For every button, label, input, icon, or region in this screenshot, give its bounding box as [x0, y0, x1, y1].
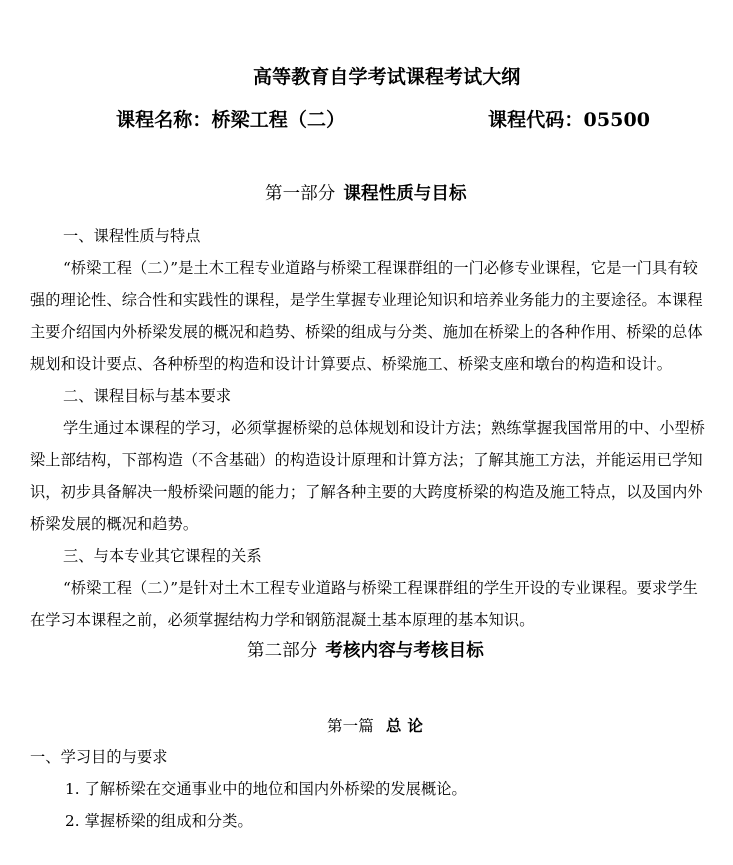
- chapter-heading: [327, 716, 429, 736]
- paragraph-line: 在学习本课程之前，必须掌握结构力学和钢筋混凝土基本原理的基本知识。: [30, 611, 535, 629]
- part1-heading: [265, 182, 467, 206]
- section3-heading: 三、与本专业其它课程的关系: [63, 547, 262, 565]
- document-title: 高等教育自学考试课程考试大纲: [253, 66, 521, 88]
- learning-heading: 一、学习目的与要求: [30, 748, 168, 766]
- paragraph-line: 主要介绍国内外桥梁发展的概况和趋势、桥梁的组成与分类、施加在桥梁上的各种作用、桥梁的总体: [30, 323, 703, 341]
- part1-label: 第一部分: [265, 184, 336, 204]
- part2-label: 第二部分: [247, 641, 318, 661]
- paragraph-line: 强的理论性、综合性和实践性的课程，是学生掌握专业理论知识和培养业务能力的主要途径。本课程: [30, 291, 703, 309]
- chapter-label: 第一篇: [327, 717, 374, 735]
- paragraph-line: 桥梁发展的概况和趋势。: [30, 515, 199, 533]
- paragraph-line: 学生通过本课程的学习，必须掌握桥梁的总体规划和设计方法；熟练掌握我国常用的中、小型桥: [63, 419, 706, 437]
- part2-heading: [247, 639, 484, 663]
- paragraph-line: 梁上部结构，下部构造（不含基础）的构造设计原理和计算方法；了解其施工方法，并能运用已学知: [30, 451, 703, 469]
- list-item: 2. 掌握桥梁的组成和分类。: [65, 812, 253, 830]
- course-name: 课程名称：桥梁工程（二）: [116, 109, 346, 131]
- course-code: 课程代码：05500: [488, 109, 651, 131]
- paragraph-line: 识，初步具备解决一般桥梁问题的能力；了解各种主要的大跨度桥梁的构造及施工特点，以及国内外: [30, 483, 703, 501]
- chapter-title: 总论: [385, 716, 429, 735]
- paragraph-line: “桥梁工程（二）”是土木工程专业道路与桥梁工程课群组的一门必修专业课程，它是一门具有较: [63, 259, 698, 277]
- section2-heading: 二、课程目标与基本要求: [63, 387, 232, 405]
- part2-title: 考核内容与考核目标: [325, 641, 484, 661]
- list-item: 1. 了解桥梁在交通事业中的地位和国内外桥梁的发展概论。: [65, 780, 467, 798]
- part1-title: 课程性质与目标: [343, 184, 467, 204]
- section1-heading: 一、课程性质与特点: [63, 227, 201, 245]
- paragraph-line: “桥梁工程（二）”是针对土木工程专业道路与桥梁工程课群组的学生开设的专业课程。要求学生: [63, 579, 698, 597]
- paragraph-line: 规划和设计要点、各种桥型的构造和设计计算要点、桥梁施工、桥梁支座和墩台的构造和设计。: [30, 355, 673, 373]
